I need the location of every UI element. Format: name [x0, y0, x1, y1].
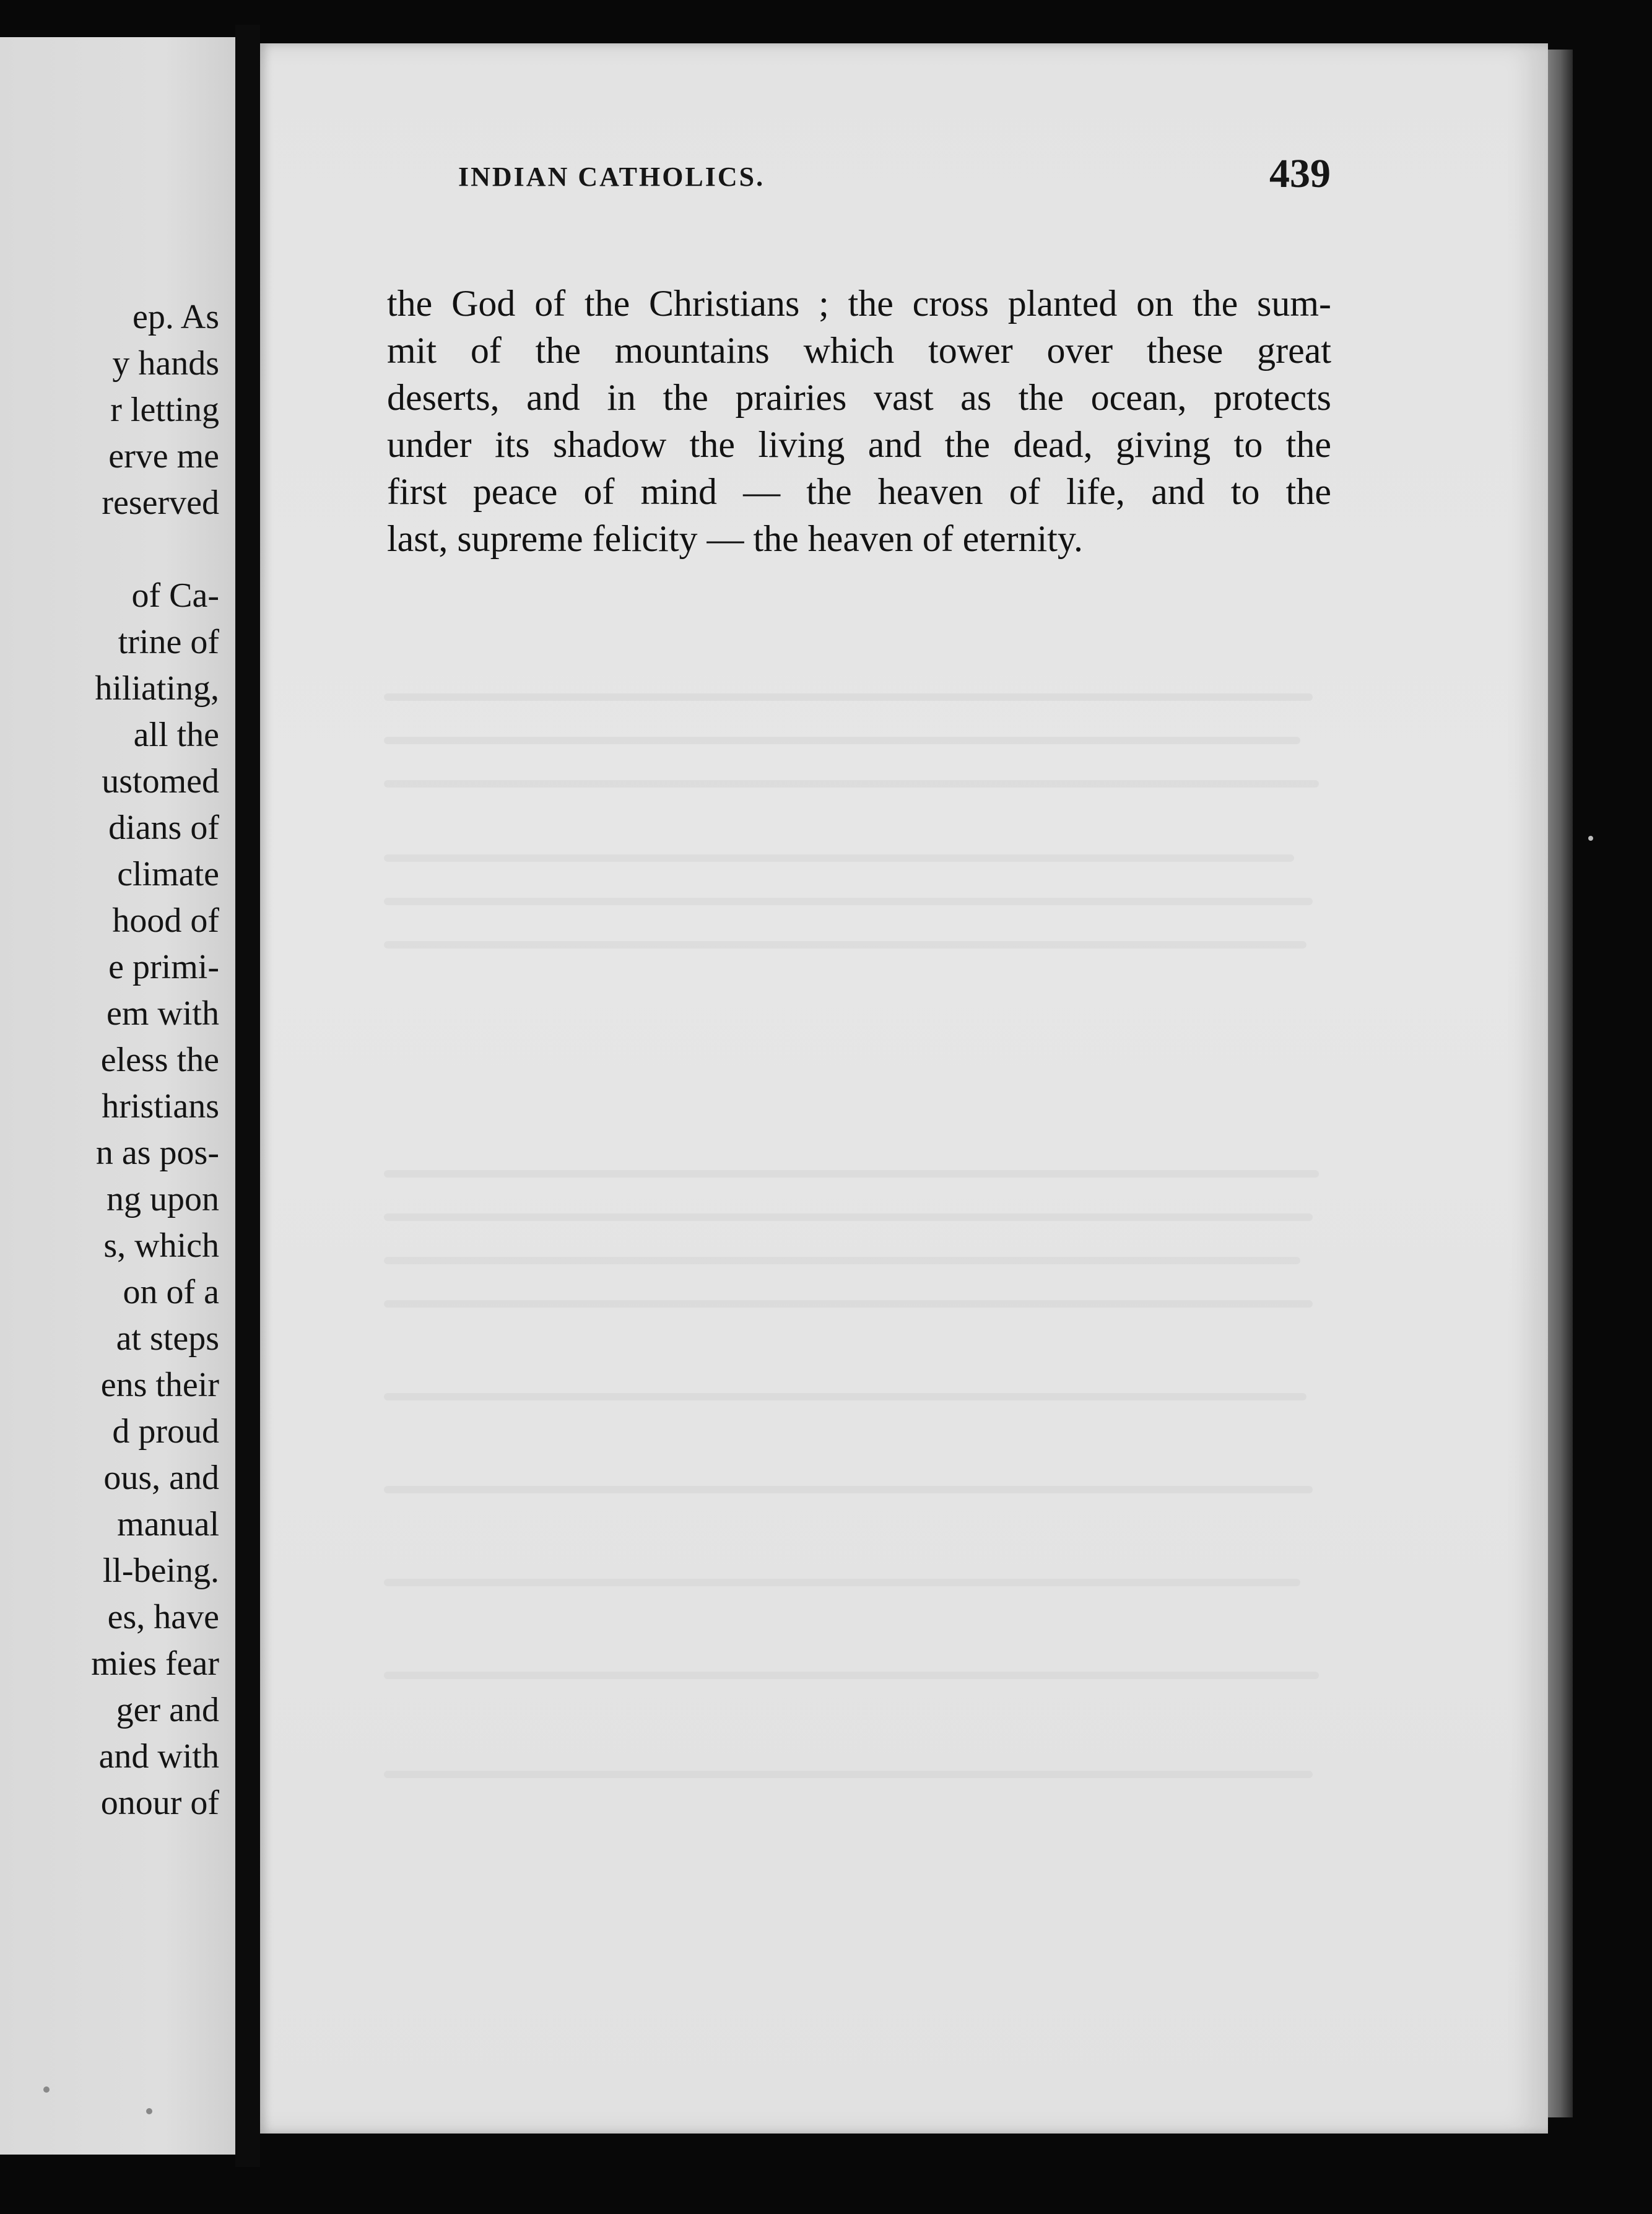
body-line: the God of the Christians ; the cross planted on the sum-: [387, 283, 1331, 324]
left-text-line: s, which: [103, 1226, 219, 1265]
body-paragraph: [387, 280, 1331, 562]
left-text-line: ger and: [116, 1691, 219, 1729]
body-line: last, supreme felicity — the heaven of eternity.: [387, 518, 1084, 559]
bleed-through: [384, 1672, 1319, 1679]
left-text-line: ustomed: [102, 762, 219, 801]
left-text-line: onour of: [100, 1784, 219, 1822]
left-text-line: all the: [133, 716, 219, 754]
bleed-through: [384, 693, 1313, 701]
page-number: 439: [1269, 151, 1331, 196]
left-text-line: dians of: [108, 809, 219, 847]
left-text-line: and with: [98, 1737, 219, 1776]
body-line: first peace of mind — the heaven of life, and to the: [387, 471, 1331, 512]
paper-speck: [1588, 836, 1593, 841]
left-text-line: ll-being.: [102, 1552, 219, 1590]
paper-speck: [146, 2108, 152, 2114]
page-edge: [1548, 50, 1573, 2117]
left-text-line: ng upon: [107, 1180, 219, 1218]
bleed-through: [384, 1170, 1319, 1178]
left-text-line: on of a: [123, 1273, 219, 1311]
bleed-through: [384, 941, 1306, 949]
left-text-line: ous, and: [103, 1459, 219, 1497]
body-line: under its shadow the living and the dead, giving to the: [387, 424, 1331, 465]
left-text-line: hood of: [112, 901, 219, 940]
bleed-through: [384, 737, 1300, 744]
left-text-line: ens their: [100, 1366, 219, 1404]
bleed-through: [384, 854, 1294, 862]
left-text-line: em with: [107, 994, 219, 1033]
left-text-line: e primi-: [108, 948, 219, 986]
left-page: [0, 37, 235, 2155]
bleed-through: [384, 1579, 1300, 1586]
bleed-through: [384, 1300, 1313, 1308]
left-text-line: r letting: [110, 391, 219, 429]
body-line: mit of the mountains which tower over these great: [387, 330, 1331, 371]
left-text-line: y hands: [112, 344, 219, 383]
left-text-line: at steps: [116, 1319, 219, 1358]
bleed-through: [384, 1213, 1313, 1221]
left-text-line: erve me: [108, 437, 219, 475]
left-text-line: manual: [117, 1505, 219, 1543]
left-text-line: hiliating,: [95, 669, 219, 708]
left-text-line: ep. As: [133, 298, 219, 336]
bleed-through: [384, 1393, 1306, 1400]
bleed-through: [384, 1486, 1313, 1493]
book-gutter: [235, 25, 260, 2167]
paper-speck: [43, 2086, 50, 2093]
bleed-through: [384, 780, 1319, 788]
body-line: deserts, and in the prairies vast as the ocean, protects: [387, 377, 1331, 418]
running-head: INDIAN CATHOLICS.: [458, 162, 765, 192]
left-text-line: of Ca-: [131, 576, 219, 615]
bleed-through: [384, 1771, 1313, 1778]
left-text-line: eless the: [100, 1041, 219, 1079]
left-text-line: reserved: [102, 484, 219, 522]
left-text-line: n as pos-: [95, 1134, 219, 1172]
bleed-through: [384, 1257, 1300, 1264]
left-text-line: es, have: [107, 1598, 219, 1636]
left-text-line: mies fear: [91, 1644, 219, 1683]
left-text-line: trine of: [118, 623, 219, 661]
left-text-line: d proud: [112, 1412, 219, 1451]
left-text-line: climate: [117, 855, 219, 893]
left-text-line: hristians: [102, 1087, 219, 1126]
bleed-through: [384, 898, 1313, 905]
